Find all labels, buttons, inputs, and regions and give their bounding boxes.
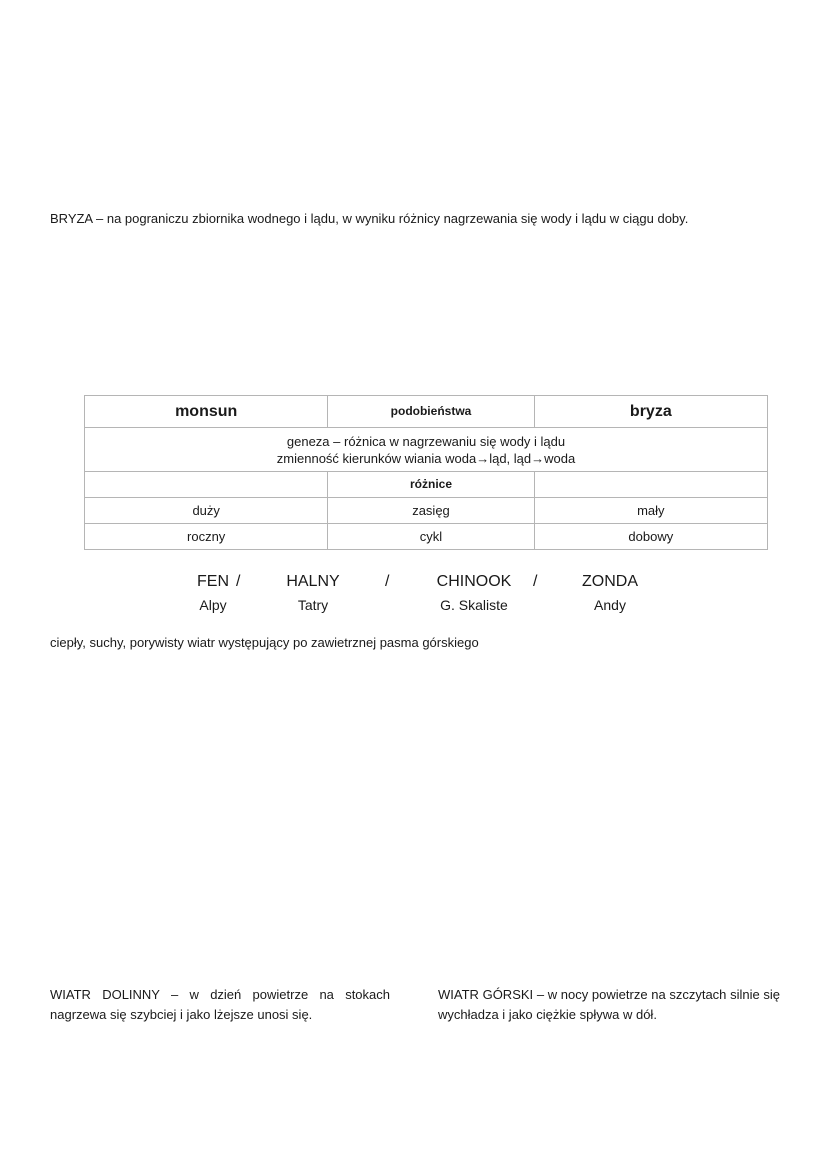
empty-cell [534, 472, 767, 498]
similarity-genesis: geneza – różnica w nagrzewaniu się wody i lądu [286, 433, 566, 449]
mountain-wind-text: WIATR GÓRSKI – w nocy powietrze na szczytach silnie się wychładza i jako ciężkie spływa w dół. [438, 987, 780, 1022]
similarities-row [85, 428, 768, 472]
monsun-bryza-comparison-table [84, 395, 768, 550]
table-row [85, 498, 768, 524]
wind-region: Andy [594, 597, 626, 613]
wind-name: FEN [197, 573, 229, 590]
header-differences: różnice [328, 472, 534, 498]
table-row [85, 524, 768, 550]
cell-feature: zasięg [328, 498, 534, 524]
wind-chinook [418, 571, 530, 615]
separator: / [236, 573, 241, 590]
header-bryza: bryza [534, 396, 767, 428]
wind-region: G. Skaliste [440, 597, 508, 613]
wind-zonda [570, 571, 650, 615]
wind-name: ZONDA [582, 573, 638, 590]
similarity-direction: zmienność kierunków wiania woda→ląd, ląd→woda [276, 450, 576, 466]
header-similarities: podobieństwa [328, 396, 534, 428]
cell-bryza: dobowy [534, 524, 767, 550]
separator: / [533, 573, 538, 590]
valley-wind-text: WIATR DOLINNY – w dzień powietrze na stokach nagrzewa się szybciej i jako lżejsze unosi się. [50, 987, 390, 1022]
wind-region: Alpy [199, 597, 227, 613]
cell-bryza: mały [534, 498, 767, 524]
header-monsun: monsun [85, 396, 328, 428]
wind-region: Tatry [297, 597, 329, 613]
cell-monsun: duży [85, 498, 328, 524]
cell-monsun: roczny [85, 524, 328, 550]
similarities-cell [85, 428, 768, 472]
bryza-definition: BRYZA – na pograniczu zbiornika wodnego i lądu, w wyniku różnicy nagrzewania się wody i lądu w ciągu doby. [50, 211, 689, 226]
wind-name: HALNY [286, 573, 340, 590]
differences-header-row [85, 472, 768, 498]
foehn-definition: ciepły, suchy, porywisty wiatr występujący po zawietrznej pasma górskiego [50, 635, 479, 650]
empty-cell [85, 472, 328, 498]
wind-halny [273, 571, 353, 615]
separator: / [385, 573, 390, 590]
wind-name: CHINOOK [436, 573, 512, 590]
table-header-row [85, 396, 768, 428]
cell-feature: cykl [328, 524, 534, 550]
